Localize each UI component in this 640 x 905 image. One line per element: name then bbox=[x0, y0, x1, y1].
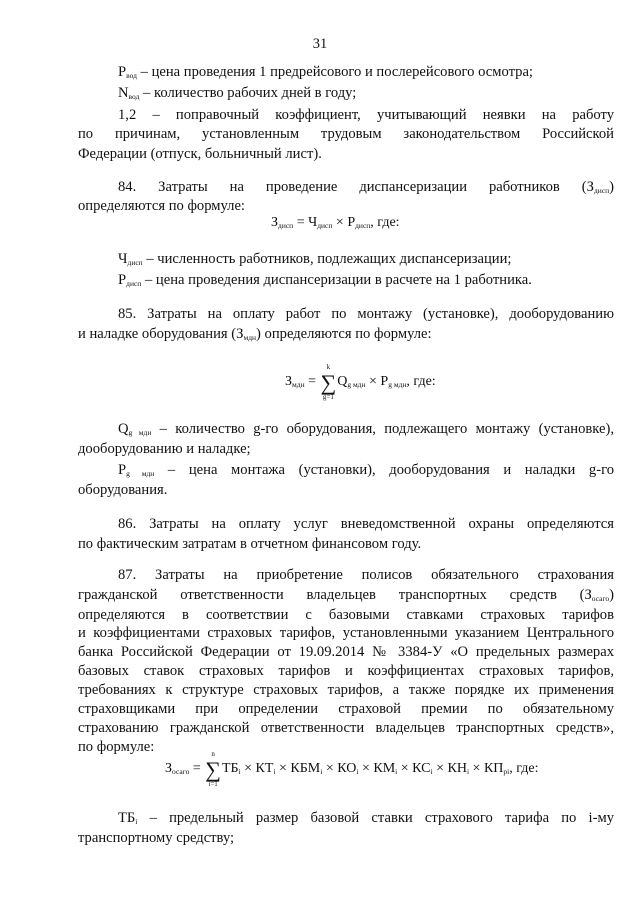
formula-term-index: i bbox=[238, 767, 241, 776]
multiply-sign: × bbox=[469, 761, 484, 776]
multiply-sign: × bbox=[432, 761, 448, 776]
formula-term: КМ bbox=[373, 761, 396, 776]
p87-line-4: и коэффициентами страховых тарифов, установленными указанием Центрального bbox=[78, 625, 614, 641]
p85-def-1-line-2: дооборудованию и наладке; bbox=[78, 441, 251, 457]
coef-line-3: Федерации (отпуск, больничный лист). bbox=[78, 146, 322, 162]
p85-def-2-line-1: $Р_{g мдн}$ – цена монтажа (установки), дооборудования и наладки g-го bbox=[118, 462, 614, 478]
coef-line-2: по причинам, установленным трудовым законодательством Российской bbox=[78, 126, 614, 142]
formula-term-index: i bbox=[466, 767, 470, 776]
formula-term-index: i bbox=[273, 767, 276, 776]
formula-87-terms bbox=[222, 761, 509, 776]
coef-line-1: 1,2 – поправочный коэффициент, учитывающий неявки на работу bbox=[118, 107, 614, 123]
p87-line-6: базовых ставок страховых тарифов и коэффициентах страховых тарифов, bbox=[78, 663, 614, 679]
p85-line-1: 85. Затраты на оплату работ по монтажу (установке), дооборудованию bbox=[118, 306, 614, 322]
p87-line-7: требованиях к структуре страховых тарифов, а также порядке их применения bbox=[78, 682, 614, 698]
formula-term-index: i bbox=[356, 767, 359, 776]
formula-term: КТ bbox=[255, 761, 274, 776]
p84-line-1: 84. Затраты на проведение диспансеризации работников $(З_{дисп})$ bbox=[118, 179, 614, 195]
p85-def-1-line-1: $Q_{g мдн}$ – количество g-го оборудования, подлежащего монтажу (установке), bbox=[118, 421, 614, 437]
sum-symbol: ∑ k g=1 bbox=[320, 363, 337, 401]
p85-line-2: и наладке оборудования $(З_{мдн})$ определяются по формуле: bbox=[78, 326, 432, 342]
formula-term-index: i bbox=[320, 767, 323, 776]
p84-def-2: $Р_{дисп}$ – цена проведения диспансеризации в расчете на 1 работника. bbox=[118, 272, 532, 288]
p86-line-2: по фактическим затратам в отчетном финансовом году. bbox=[78, 536, 422, 552]
p87-line-9: страхованию гражданской ответственности владельцев транспортных средств», bbox=[78, 720, 614, 736]
formula-term-index: pi bbox=[503, 767, 510, 776]
p87-line-10: по формуле: bbox=[78, 739, 155, 755]
multiply-sign: × bbox=[322, 761, 338, 776]
sum-symbol: ∑ n i=1 bbox=[205, 750, 221, 788]
multiply-sign: × bbox=[275, 761, 291, 776]
formula-85: $З_{мдн}$ = ∑ k g=1 $Q_{g мдн} \times Р_{g мдн}$, где: bbox=[285, 363, 436, 401]
p84-def-1: $Ч_{дисп}$ – численность работников, подлежащих диспансеризации; bbox=[118, 251, 512, 267]
formula-term: КО bbox=[337, 761, 357, 776]
p87-def-1-line-1: $ТБ_i$ – предельный размер базовой ставки страхового тарифа по i-му bbox=[118, 810, 614, 826]
formula-term: КН bbox=[447, 761, 467, 776]
formula-term: КП bbox=[483, 761, 504, 776]
definition-p-vod: $P_{вод}$ – цена проведения 1 предрейсового и послерейсового осмотра; bbox=[118, 64, 533, 80]
formula-87: $З_{осаго}$ = ∑ n i=1 $ТБ_i \times КТ_i \times КБМ_i \times КО_i \times КМ_i \times КС_i \times КН_i \times КП_{pi}$, где: bbox=[165, 750, 539, 788]
p87-def-1-line-2: транспортному средству; bbox=[78, 830, 235, 846]
p87-line-8: страховщиками при определении страховой премии по обязательному bbox=[78, 701, 614, 717]
formula-term: КС bbox=[412, 761, 431, 776]
p87-line-3: определяются в соответствии с базовыми ставками страховых тарифов bbox=[78, 607, 614, 623]
formula-term-index: i bbox=[395, 767, 398, 776]
p85-def-2-line-2: оборудования. bbox=[78, 482, 168, 498]
formula-term: ТБ bbox=[221, 761, 239, 776]
definition-n-vod: $N_{вод}$ – количество рабочих дней в году; bbox=[118, 85, 357, 101]
multiply-sign: × bbox=[397, 761, 413, 776]
p87-line-5: банка Российской Федерации от 19.09.2014 № 3384-У «О предельных размерах bbox=[78, 644, 614, 660]
page-number: 31 bbox=[312, 36, 328, 52]
formula-term-index: i bbox=[430, 767, 433, 776]
p86-line-1: 86. Затраты на оплату услуг вневедомственной охраны определяются bbox=[118, 516, 614, 532]
p87-line-2: гражданской ответственности владельцев транспортных средств $(З_{осаго})$ bbox=[78, 587, 614, 603]
multiply-sign: × bbox=[240, 761, 256, 776]
multiply-sign: × bbox=[358, 761, 374, 776]
formula-84: $З_{дисп} = Ч_{дисп} \times Р_{дисп}$, где: bbox=[271, 215, 400, 230]
p84-line-2: определяются по формуле: bbox=[78, 198, 245, 214]
formula-term: КБМ bbox=[290, 761, 321, 776]
p87-line-1: 87. Затраты на приобретение полисов обязательного страхования bbox=[118, 567, 614, 583]
